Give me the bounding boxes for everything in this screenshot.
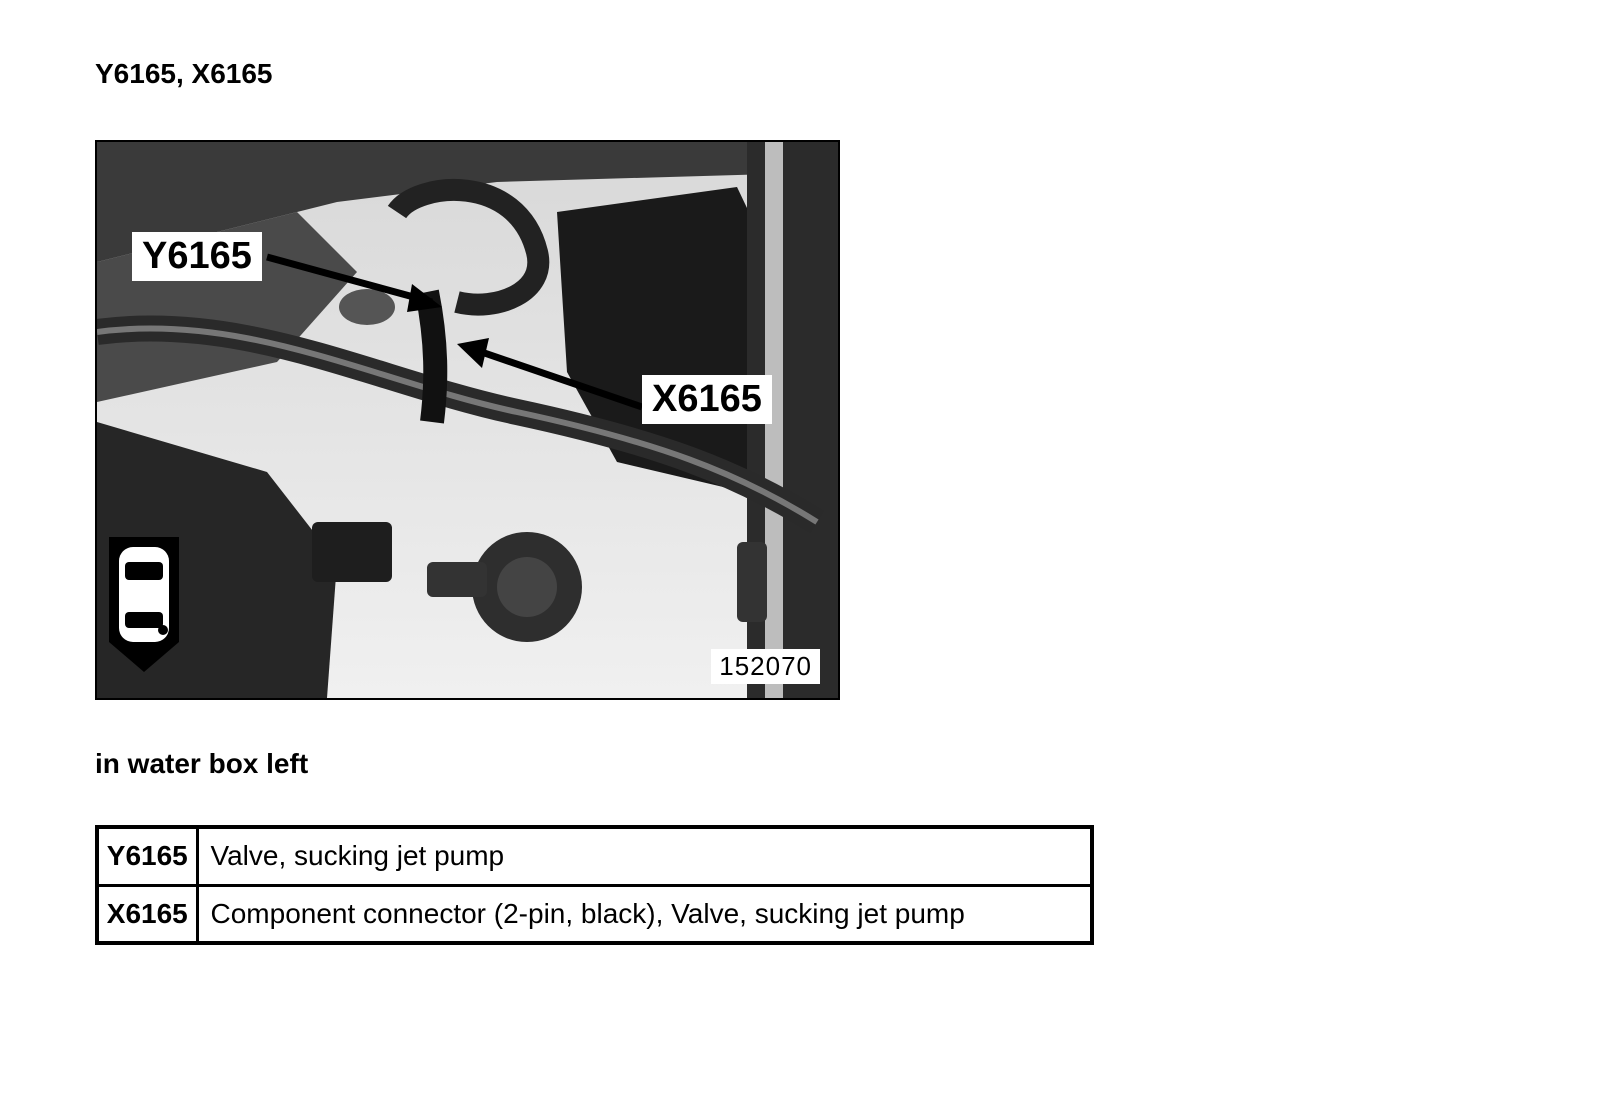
component-code: Y6165 (97, 827, 197, 885)
table-row (97, 827, 1092, 885)
component-legend-table (95, 825, 1094, 945)
callout-x6165: X6165 (642, 375, 772, 424)
page-heading: Y6165, X6165 (95, 58, 273, 89)
figure-number: 152070 (711, 649, 820, 684)
callout-y6165: Y6165 (132, 232, 262, 281)
location-text: in water box left (95, 748, 309, 779)
component-description: Valve, sucking jet pump (197, 827, 1092, 885)
component-description: Component connector (2-pin, black), Valve, sucking jet pump (197, 885, 1092, 943)
table-row (97, 885, 1092, 943)
engine-photo-figure (95, 140, 840, 700)
component-code: X6165 (97, 885, 197, 943)
